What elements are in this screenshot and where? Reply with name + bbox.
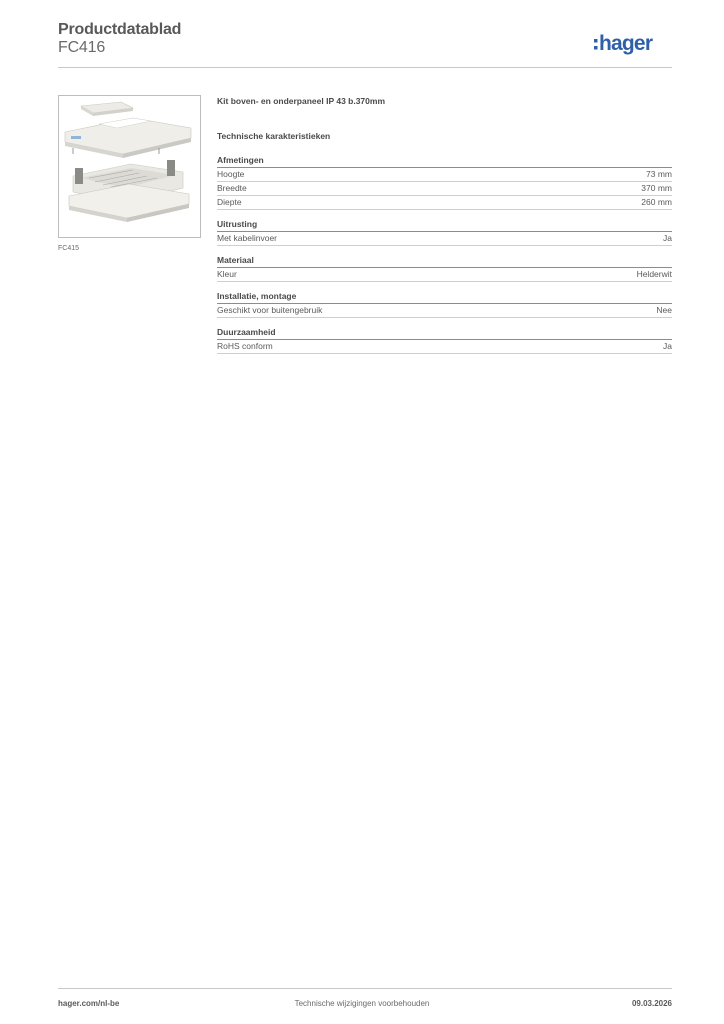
section-title: Duurzaamheid [217, 326, 672, 340]
spec-label: RoHS conform [217, 341, 273, 351]
spec-label: Diepte [217, 197, 242, 207]
logo-text: hager [599, 32, 653, 55]
section-title: Uitrusting [217, 218, 672, 232]
section-dimensions [217, 154, 672, 210]
spec-label: Hoogte [217, 169, 245, 179]
spec-value: Nee [656, 305, 672, 315]
product-code: FC416 [58, 39, 106, 56]
section-material [217, 254, 672, 282]
product-image [58, 95, 201, 238]
spec-row-width [217, 182, 672, 196]
product-name: Kit boven- en onderpaneel IP 43 b.370mm [217, 96, 386, 106]
spec-value: Helderwit [636, 269, 672, 279]
image-caption: FC415 [58, 245, 80, 252]
page-title: Productdatablad [58, 21, 182, 38]
spec-value: 260 mm [641, 197, 672, 207]
spec-value: Ja [663, 341, 672, 351]
spec-row-color [217, 268, 672, 282]
spec-row-height [217, 168, 672, 182]
product-illustration [59, 96, 200, 237]
spec-value: 370 mm [641, 183, 672, 193]
hager-logo [593, 29, 675, 57]
section-installation [217, 290, 672, 318]
spec-content [217, 95, 672, 354]
section-sustainability [217, 326, 672, 354]
spec-value: 73 mm [646, 169, 672, 179]
footer-divider [58, 988, 672, 989]
spec-row-cable-entry [217, 232, 672, 246]
spec-row-outdoor [217, 304, 672, 318]
spec-label: Breedte [217, 183, 247, 193]
spec-label: Kleur [217, 269, 237, 279]
section-title: Installatie, montage [217, 290, 672, 304]
spec-label: Met kabelinvoer [217, 233, 278, 243]
spec-row-rohs [217, 340, 672, 354]
section-equipment [217, 218, 672, 246]
footer-notice: Technische wijzigingen voorbehouden [294, 999, 430, 1008]
spec-row-depth [217, 196, 672, 210]
header-divider [58, 67, 672, 68]
section-title: Afmetingen [217, 154, 672, 168]
spec-value: Ja [663, 233, 672, 243]
section-title: Materiaal [217, 254, 672, 268]
footer-website: hager.com/nl-be [58, 999, 120, 1008]
tech-heading: Technische karakteristieken [217, 131, 331, 141]
footer-date: 09.03.2026 [631, 999, 672, 1008]
spec-label: Geschikt voor buitengebruik [217, 305, 323, 315]
